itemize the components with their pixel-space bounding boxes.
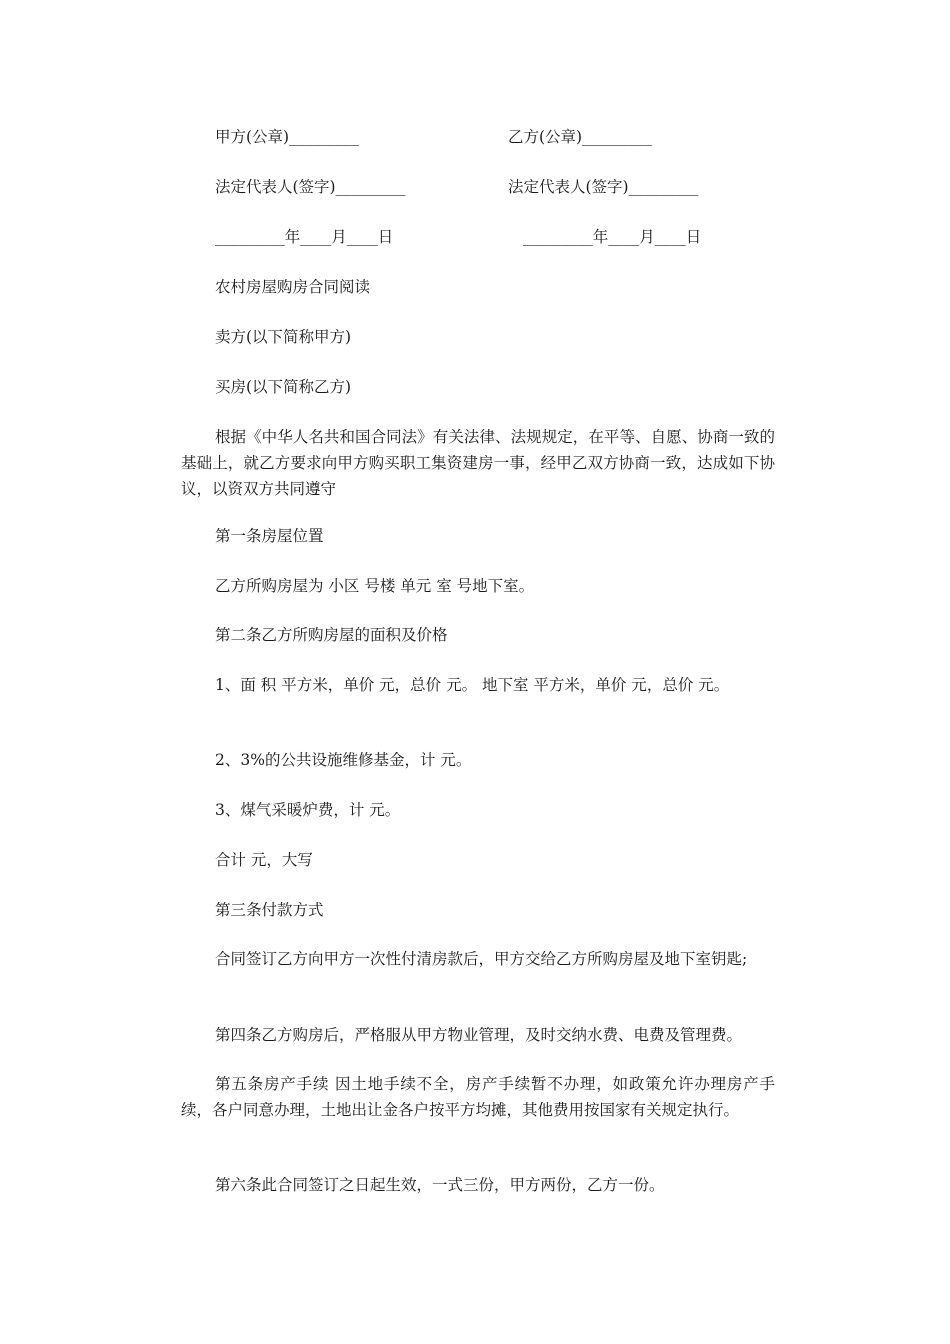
intro-paragraph: 根据《中华人名共和国合同法》有关法律、法规规定，在平等、自愿、协商一致的基础上，就乙方要求向甲方购买职工集资建房一事，经甲乙双方协商一致，达成如下协议，以资双方共同遵守 (181, 428, 775, 498)
article-1-body: 乙方所购房屋为 小区 号楼 单元 室 号地下室。 (215, 577, 535, 595)
article-2-title: 第二条乙方所购房屋的面积及价格 (215, 626, 448, 644)
article-2-item-3: 3、煤气采暖炉费，计 元。 (215, 801, 401, 819)
buyer-line: 买房(以下简称乙方) (215, 378, 352, 396)
article-3-title: 第三条付款方式 (215, 901, 324, 919)
document-title: 农村房屋购房合同阅读 (215, 278, 371, 296)
article-4: 第四条乙方购房后，严格服从甲方物业管理，及时交纳水费、电费及管理费。 (215, 1026, 743, 1044)
article-6: 第六条此合同签订之日起生效，一式三份，甲方两份，乙方一份。 (215, 1176, 665, 1194)
article-3-body: 合同签订乙方向甲方一次性付清房款后，甲方交给乙方所购房屋及地下室钥匙; (215, 950, 748, 968)
article-5: 第五条房产手续 因土地手续不全，房产手续暂不办理，如政策允许办理房产手续，各户同意办理，土地出让金各户按平方均摊，其他费用按国家有关规定执行。 (181, 1075, 775, 1119)
article-2-item-2: 2、3%的公共设施维修基金，计 元。 (215, 751, 472, 769)
article-2-total: 合计 元，大写 (215, 851, 313, 869)
party-a-date: _________年____月____日 (215, 228, 394, 246)
party-b-seal: 乙方(公章)_________ (508, 128, 652, 146)
article-1-title: 第一条房屋位置 (215, 527, 324, 545)
party-b-date: _________年____月____日 (523, 228, 702, 246)
seller-line: 卖方(以下简称甲方) (215, 328, 352, 346)
article-2-item-1: 1、面 积 平方米，单价 元，总价 元。 地下室 平方米，单价 元，总价 元。 (215, 676, 730, 694)
party-a-seal: 甲方(公章)_________ (215, 128, 359, 146)
party-a-representative: 法定代表人(签字)_________ (215, 178, 406, 196)
party-b-representative: 法定代表人(签字)_________ (508, 178, 699, 196)
